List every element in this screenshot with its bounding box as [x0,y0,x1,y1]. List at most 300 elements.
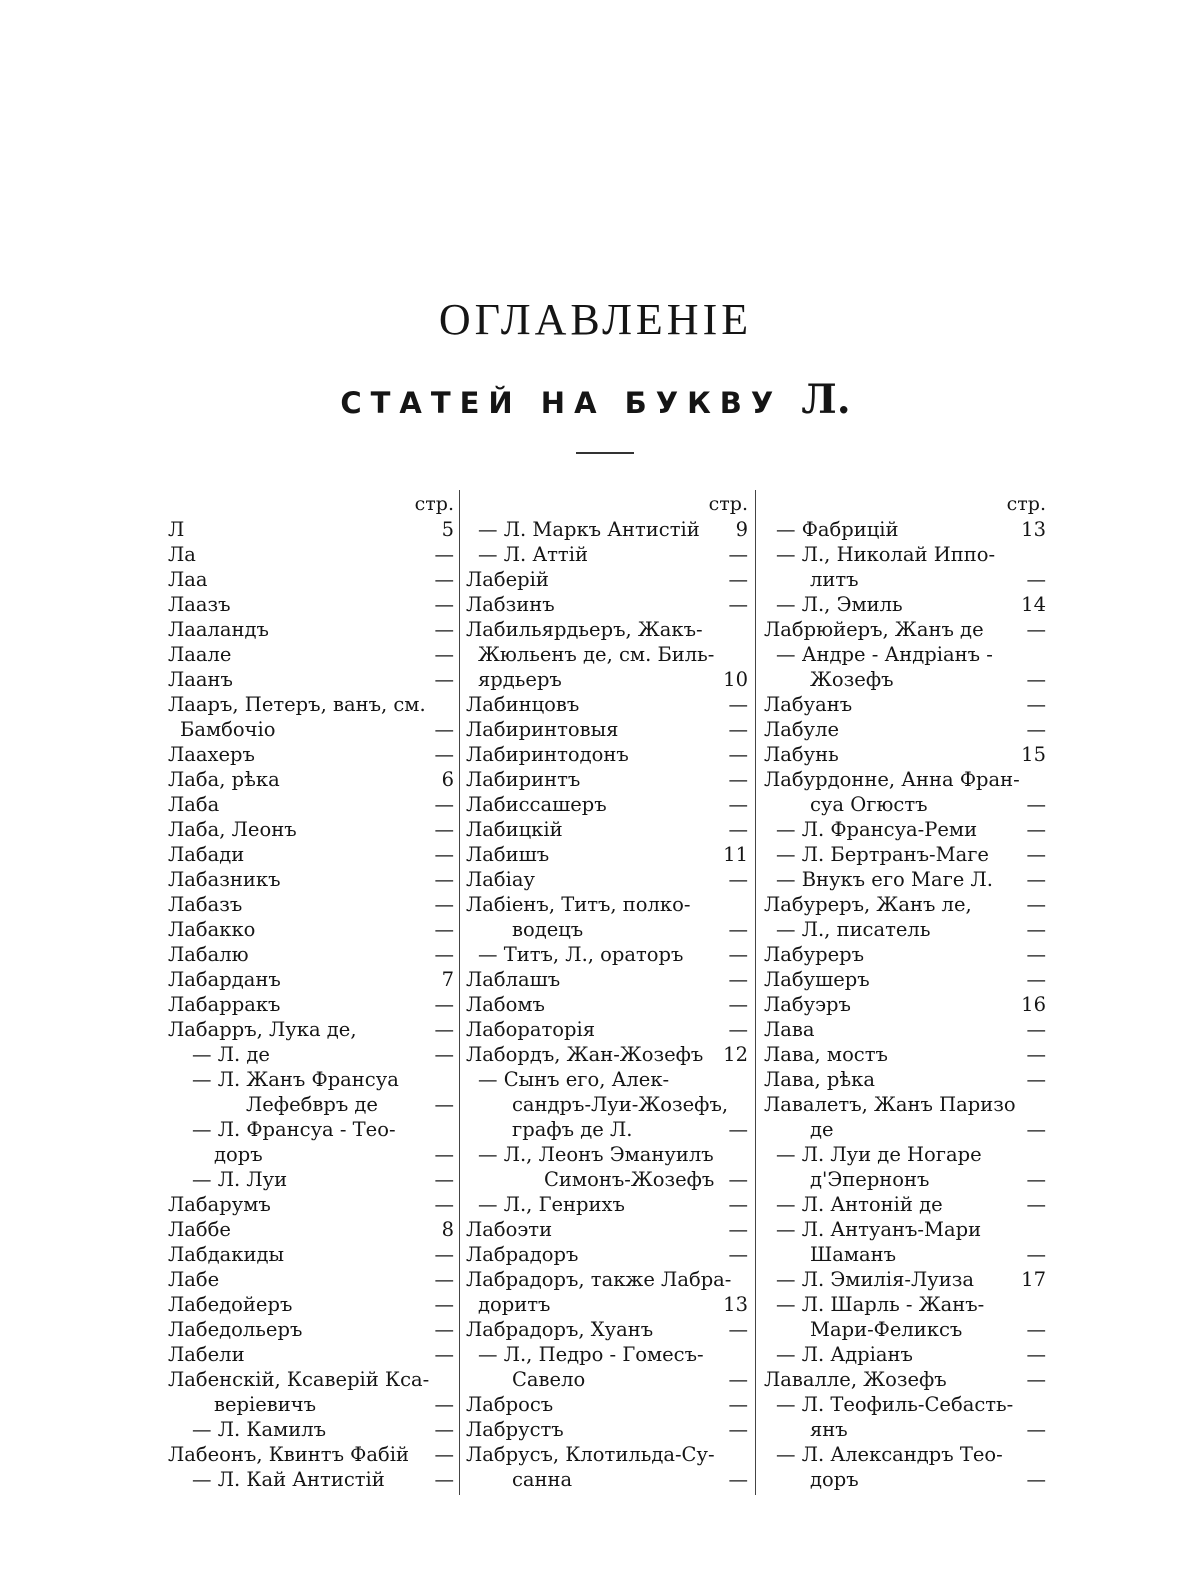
toc-entry [764,1392,1046,1417]
entry-title: Лаба [168,793,220,816]
entry-page: — [434,643,454,666]
entry-title: — Л. Аттій [478,543,588,566]
toc-entry [466,717,748,742]
toc-entry [168,642,454,667]
entry-page: — [1026,868,1046,891]
toc-entry [168,792,454,817]
entry-title: Лабушеръ [764,968,870,991]
entry-title: — Л. Адріанъ [776,1343,913,1366]
entry-title: — Л. Маркъ Антистій [478,518,700,541]
toc-entry [168,917,454,942]
entry-title: Лабиринтъ [466,768,581,791]
entry-title: — Л. Франсуа - Тео- [192,1118,396,1141]
entry-title: Лабуле [764,718,840,741]
toc-entry [764,517,1046,542]
toc-entry [764,692,1046,717]
entry-title: Лабрадоръ, Хуанъ [466,1318,654,1341]
entry-title: — Л. Александръ Тео- [776,1443,1003,1466]
entry-title: Лабишъ [466,843,550,866]
toc-entry [168,867,454,892]
entry-title: Лабіенъ, Титъ, полко- [466,893,691,916]
entry-page: — [1026,1468,1046,1491]
entry-title: — Сынъ его, Алек- [478,1068,670,1091]
entry-title: Лабедольеръ [168,1318,303,1341]
toc-entry [764,1292,1046,1317]
toc-entry [764,792,1046,817]
entry-title: — Л. Луи [192,1168,288,1191]
entry-title: Лабазъ [168,893,243,916]
toc-entry [764,967,1046,992]
toc-entry [764,1192,1046,1217]
entry-title: Лабрустъ [466,1418,564,1441]
entry-title: Лабазникъ [168,868,281,891]
entry-page: — [434,843,454,866]
entry-title: Лааландъ [168,618,269,641]
toc-entry [466,1442,748,1467]
toc-entry [466,1267,748,1292]
entry-page: — [434,1143,454,1166]
entry-title: — Фабрицій [776,518,899,541]
entry-title: Лабакко [168,918,256,941]
entry-page: — [728,768,748,791]
entry-title: Лабиринтодонъ [466,743,629,766]
entry-title: Лаазъ [168,593,231,616]
toc-entry [168,1442,454,1467]
toc-entry [764,817,1046,842]
toc-entry [168,1317,454,1342]
entry-title: Лава, мостъ [764,1043,888,1066]
entry-title: Лава, рѣка [764,1068,875,1091]
entry-title: Лефебвръ де [246,1093,378,1116]
entry-page: 12 [723,1043,748,1066]
entry-title: янъ [810,1418,848,1441]
toc-entry [764,567,1046,592]
entry-page: — [1026,818,1046,841]
entry-page: — [434,993,454,1016]
entry-page: — [1026,568,1046,591]
entry-title: — Л. Антоній де [776,1193,943,1216]
entry-page: — [434,618,454,641]
entry-page: — [1026,1168,1046,1191]
toc-entry [466,1342,748,1367]
entry-page: — [1026,1343,1046,1366]
entry-title: Лабенскій, Ксаверій Кса- [168,1368,430,1391]
toc-entry [466,817,748,842]
entry-page: — [434,1168,454,1191]
toc-entry [168,717,454,742]
entry-title: Лаахеръ [168,743,255,766]
entry-page: — [728,1243,748,1266]
entry-title: — Л. Шарль - Жанъ- [776,1293,985,1316]
entry-page: 6 [441,768,454,791]
entry-title: Лабрусъ, Клотильда-Су- [466,1443,715,1466]
entry-page: — [434,1343,454,1366]
entry-title: Лабарданъ [168,968,281,991]
toc-entry [168,1192,454,1217]
toc-entry [168,1292,454,1317]
entry-title: Жюльенъ де, см. Биль- [478,643,715,666]
entry-page: — [728,743,748,766]
entry-page: — [728,868,748,891]
toc-entry [764,1317,1046,1342]
toc-entry [466,1042,748,1067]
toc-entry [764,1167,1046,1192]
entry-page: — [434,1268,454,1291]
entry-title: Лабарумъ [168,1193,271,1216]
entry-page: 10 [723,668,748,691]
toc-entry [168,567,454,592]
entry-page: — [434,543,454,566]
entry-page: — [1026,1043,1046,1066]
page-title: ОГЛАВЛЕНІЕ [438,295,753,344]
toc-entry [466,1092,748,1117]
toc-entry [764,717,1046,742]
entry-title: Лабомъ [466,993,545,1016]
entry-title: — Л., Генрихъ [478,1193,625,1216]
toc-entry [168,817,454,842]
entry-page: — [434,1468,454,1491]
entry-title: Лаанъ [168,668,233,691]
entry-title: Лабурдонне, Анна Фран- [764,768,1020,791]
entry-page: — [434,1393,454,1416]
toc-entry [466,1142,748,1167]
entry-page: — [434,1043,454,1066]
toc-entry [466,1317,748,1342]
entry-title: санна [512,1468,573,1491]
toc-column-1 [168,492,454,1492]
entry-title: — Титъ, Л., ораторъ [478,943,684,966]
entry-page: — [728,1118,748,1141]
entry-title: Шаманъ [810,1243,897,1266]
entry-title: Лабедойеръ [168,1293,293,1316]
entry-page: — [1026,1368,1046,1391]
page-column-header: стр. [1006,493,1046,515]
toc-entry [466,1392,748,1417]
entry-page: — [1026,718,1046,741]
entry-page: — [1026,893,1046,916]
toc-entry [764,942,1046,967]
entry-page: — [434,1293,454,1316]
page-subtitle [0,376,1191,423]
entry-page: — [1026,1018,1046,1041]
column-divider [755,490,756,1495]
title-rule [576,452,634,454]
entry-title: Лабильярдьеръ, Жакъ- [466,618,703,641]
toc-entry [466,967,748,992]
entry-title: суа Огюстъ [810,793,928,816]
entry-title: — Л., писатель [776,918,931,941]
entry-title: Савело [512,1368,586,1391]
page-column-header: стр. [708,493,748,515]
entry-title: Лабинцовъ [466,693,580,716]
toc-entry [466,692,748,717]
entry-page: — [434,568,454,591]
toc-entry [466,542,748,567]
toc-entry [764,1117,1046,1142]
toc-entry [168,617,454,642]
entry-title: Л [168,518,185,541]
entry-title: Лабицкій [466,818,563,841]
toc-entry [168,1367,454,1392]
entry-page: — [728,1368,748,1391]
column-divider [459,490,460,1495]
entry-page: — [728,943,748,966]
entry-page: — [434,793,454,816]
toc-entry [168,1092,454,1117]
toc-column-2 [466,492,748,1492]
toc-entry [764,1142,1046,1167]
entry-page: — [434,1418,454,1441]
toc-entry [764,842,1046,867]
page-column-header: стр. [414,493,454,515]
toc-entry [466,742,748,767]
toc-entry [168,1392,454,1417]
toc-entry [168,692,454,717]
entry-title: доритъ [478,1293,551,1316]
entry-page: — [728,1018,748,1041]
entry-title: Лабрюйеръ, Жанъ де [764,618,984,641]
toc-entry [168,1267,454,1292]
entry-page: — [434,718,454,741]
entry-title: Лабалю [168,943,249,966]
toc-entry [168,892,454,917]
toc-entry [764,892,1046,917]
entry-page: — [1026,793,1046,816]
toc-entry [764,1417,1046,1442]
toc-entry [466,1167,748,1192]
toc-entry [168,1017,454,1042]
toc-entry [168,1042,454,1067]
entry-title: Лабросъ [466,1393,554,1416]
entry-title: Лабуреръ, Жанъ ле, [764,893,972,916]
entry-title: Лаа [168,568,208,591]
entry-page: — [434,1243,454,1266]
entry-page: — [1026,943,1046,966]
entry-title: Лабиринтовыя [466,718,619,741]
entry-page: — [1026,843,1046,866]
toc-entry [466,892,748,917]
toc-entry [764,1067,1046,1092]
entry-title: — Л. Камилъ [192,1418,327,1441]
toc-entry [764,667,1046,692]
toc-entry [168,1342,454,1367]
entry-title: Лабунь [764,743,839,766]
entry-title: — Л. Франсуа-Реми [776,818,978,841]
entry-title: Лабрадоръ [466,1243,579,1266]
toc-entry [168,1467,454,1492]
entry-page: — [728,1193,748,1216]
toc-entry [466,642,748,667]
entry-title: литъ [810,568,859,591]
toc-entry [466,1367,748,1392]
entry-page: — [434,593,454,616]
entry-page: 14 [1021,593,1046,616]
entry-page: — [434,1018,454,1041]
entry-page: — [434,1318,454,1341]
entry-title: веріевичъ [214,1393,317,1416]
toc-entry [764,742,1046,767]
subtitle-text: СТАТЕЙ НА БУКВУ [340,386,783,420]
entry-title: Мари-Феликсъ [810,1318,963,1341]
entry-page: — [1026,618,1046,641]
entry-title: Лаббе [168,1218,231,1241]
entry-page: — [434,1093,454,1116]
toc-entry [168,1242,454,1267]
entry-title: Жозефъ [810,668,894,691]
entry-title: Симонъ-Жозефъ [544,1168,715,1191]
toc-entry [168,542,454,567]
entry-page: — [434,868,454,891]
entry-title: Лабоэти [466,1218,553,1241]
toc-entry [168,1067,454,1092]
entry-page: — [728,568,748,591]
entry-title: Лабади [168,843,245,866]
entry-page: — [1026,1193,1046,1216]
entry-page: — [1026,1068,1046,1091]
entry-page: — [1026,693,1046,716]
entry-title: Лабзинъ [466,593,555,616]
entry-page: 7 [441,968,454,991]
toc-entry [466,592,748,617]
toc-entry [466,517,748,542]
entry-title: доръ [810,1468,859,1491]
entry-page: — [728,918,748,941]
entry-page: — [434,1193,454,1216]
toc-entry [168,1142,454,1167]
toc-entry [466,917,748,942]
entry-page: — [434,918,454,941]
entry-title: Лабарръ, Лука де, [168,1018,357,1041]
toc-entry [168,992,454,1017]
entry-title: Лаберій [466,568,549,591]
entry-page: — [728,543,748,566]
toc-entry [764,1017,1046,1042]
entry-page: — [1026,1418,1046,1441]
entry-title: ярдьеръ [478,668,562,691]
toc-entry [466,617,748,642]
entry-title: — Л., Педро - Гомесъ- [478,1343,704,1366]
entry-page: — [728,968,748,991]
entry-title: Лабеонъ, Квинтъ Фабій [168,1443,409,1466]
entry-title: Лабораторія [466,1018,596,1041]
entry-page: 13 [1021,518,1046,541]
entry-title: доръ [214,1143,263,1166]
entry-page: — [728,1318,748,1341]
toc-entry [764,867,1046,892]
entry-title: Лабордъ, Жан-Жозефъ [466,1043,704,1066]
entry-title: Лабрадоръ, также Лабра- [466,1268,732,1291]
toc-entry [466,1417,748,1442]
toc-entry [764,1242,1046,1267]
entry-page: — [728,818,748,841]
subtitle-letter: Л. [801,376,851,423]
toc-entry [466,792,748,817]
entry-title: Лаале [168,643,232,666]
entry-page: 16 [1021,993,1046,1016]
entry-page: — [434,743,454,766]
toc-entry [168,1167,454,1192]
entry-page: — [728,718,748,741]
toc-entry [466,867,748,892]
toc-entry [764,617,1046,642]
entry-page: — [434,818,454,841]
entry-title: д'Эпернонъ [810,1168,930,1191]
entry-title: Лабуэръ [764,993,851,1016]
entry-title: — Л. Луи де Ногаре [776,1143,982,1166]
toc-entry [466,1242,748,1267]
entry-title: графъ де Л. [512,1118,633,1141]
toc-entry [764,917,1046,942]
entry-page: — [434,668,454,691]
entry-title: — Л. Эмилія-Луиза [776,1268,974,1291]
toc-entry [168,742,454,767]
toc-entry [168,967,454,992]
toc-entry [168,842,454,867]
entry-page: 17 [1021,1268,1046,1291]
toc-entry [764,1217,1046,1242]
toc-entry [764,1092,1046,1117]
entry-title: Лавалетъ, Жанъ Паризо [764,1093,1016,1116]
entry-title: Лабе [168,1268,220,1291]
toc-entry [466,767,748,792]
toc-entry [764,992,1046,1017]
entry-page: — [728,1468,748,1491]
entry-page: — [1026,668,1046,691]
toc-entry [764,542,1046,567]
entry-page: 15 [1021,743,1046,766]
entry-title: Лаблашъ [466,968,561,991]
entry-title: Бамбочіо [180,718,276,741]
toc-entry [466,992,748,1017]
entry-page: 8 [441,1218,454,1241]
toc-entry [168,942,454,967]
entry-page: — [434,1443,454,1466]
entry-page: — [434,943,454,966]
entry-title: Лабарракъ [168,993,281,1016]
toc-entry [168,1117,454,1142]
toc-entry [466,942,748,967]
entry-page: — [728,693,748,716]
toc-entry [764,1042,1046,1067]
toc-entry [764,1467,1046,1492]
toc-entry [168,767,454,792]
entry-page: — [1026,918,1046,941]
entry-title: — Л. Теофиль-Себасть- [776,1393,1014,1416]
entry-title: Лабиссашеръ [466,793,607,816]
entry-page: — [1026,1318,1046,1341]
entry-page: 13 [723,1293,748,1316]
entry-page: — [728,993,748,1016]
entry-title: сандръ-Луи-Жозефъ, [512,1093,729,1116]
entry-page: — [434,893,454,916]
entry-page: 5 [441,518,454,541]
toc-entry [764,1267,1046,1292]
entry-page: — [1026,1118,1046,1141]
entry-page: — [728,793,748,816]
entry-title: — Андре - Андріанъ - [776,643,993,666]
toc-entry [466,567,748,592]
entry-page: — [1026,968,1046,991]
entry-title: — Л., Эмиль [776,593,903,616]
entry-title: — Л. Бертранъ-Маге [776,843,989,866]
entry-title: — Л. Антуанъ-Мари [776,1218,982,1241]
toc-entry [168,1217,454,1242]
entry-title: де [810,1118,834,1141]
entry-title: Лабіау [466,868,535,891]
entry-title: Лабдакиды [168,1243,284,1266]
entry-title: — Внукъ его Маге Л. [776,868,994,891]
entry-page: — [728,1393,748,1416]
